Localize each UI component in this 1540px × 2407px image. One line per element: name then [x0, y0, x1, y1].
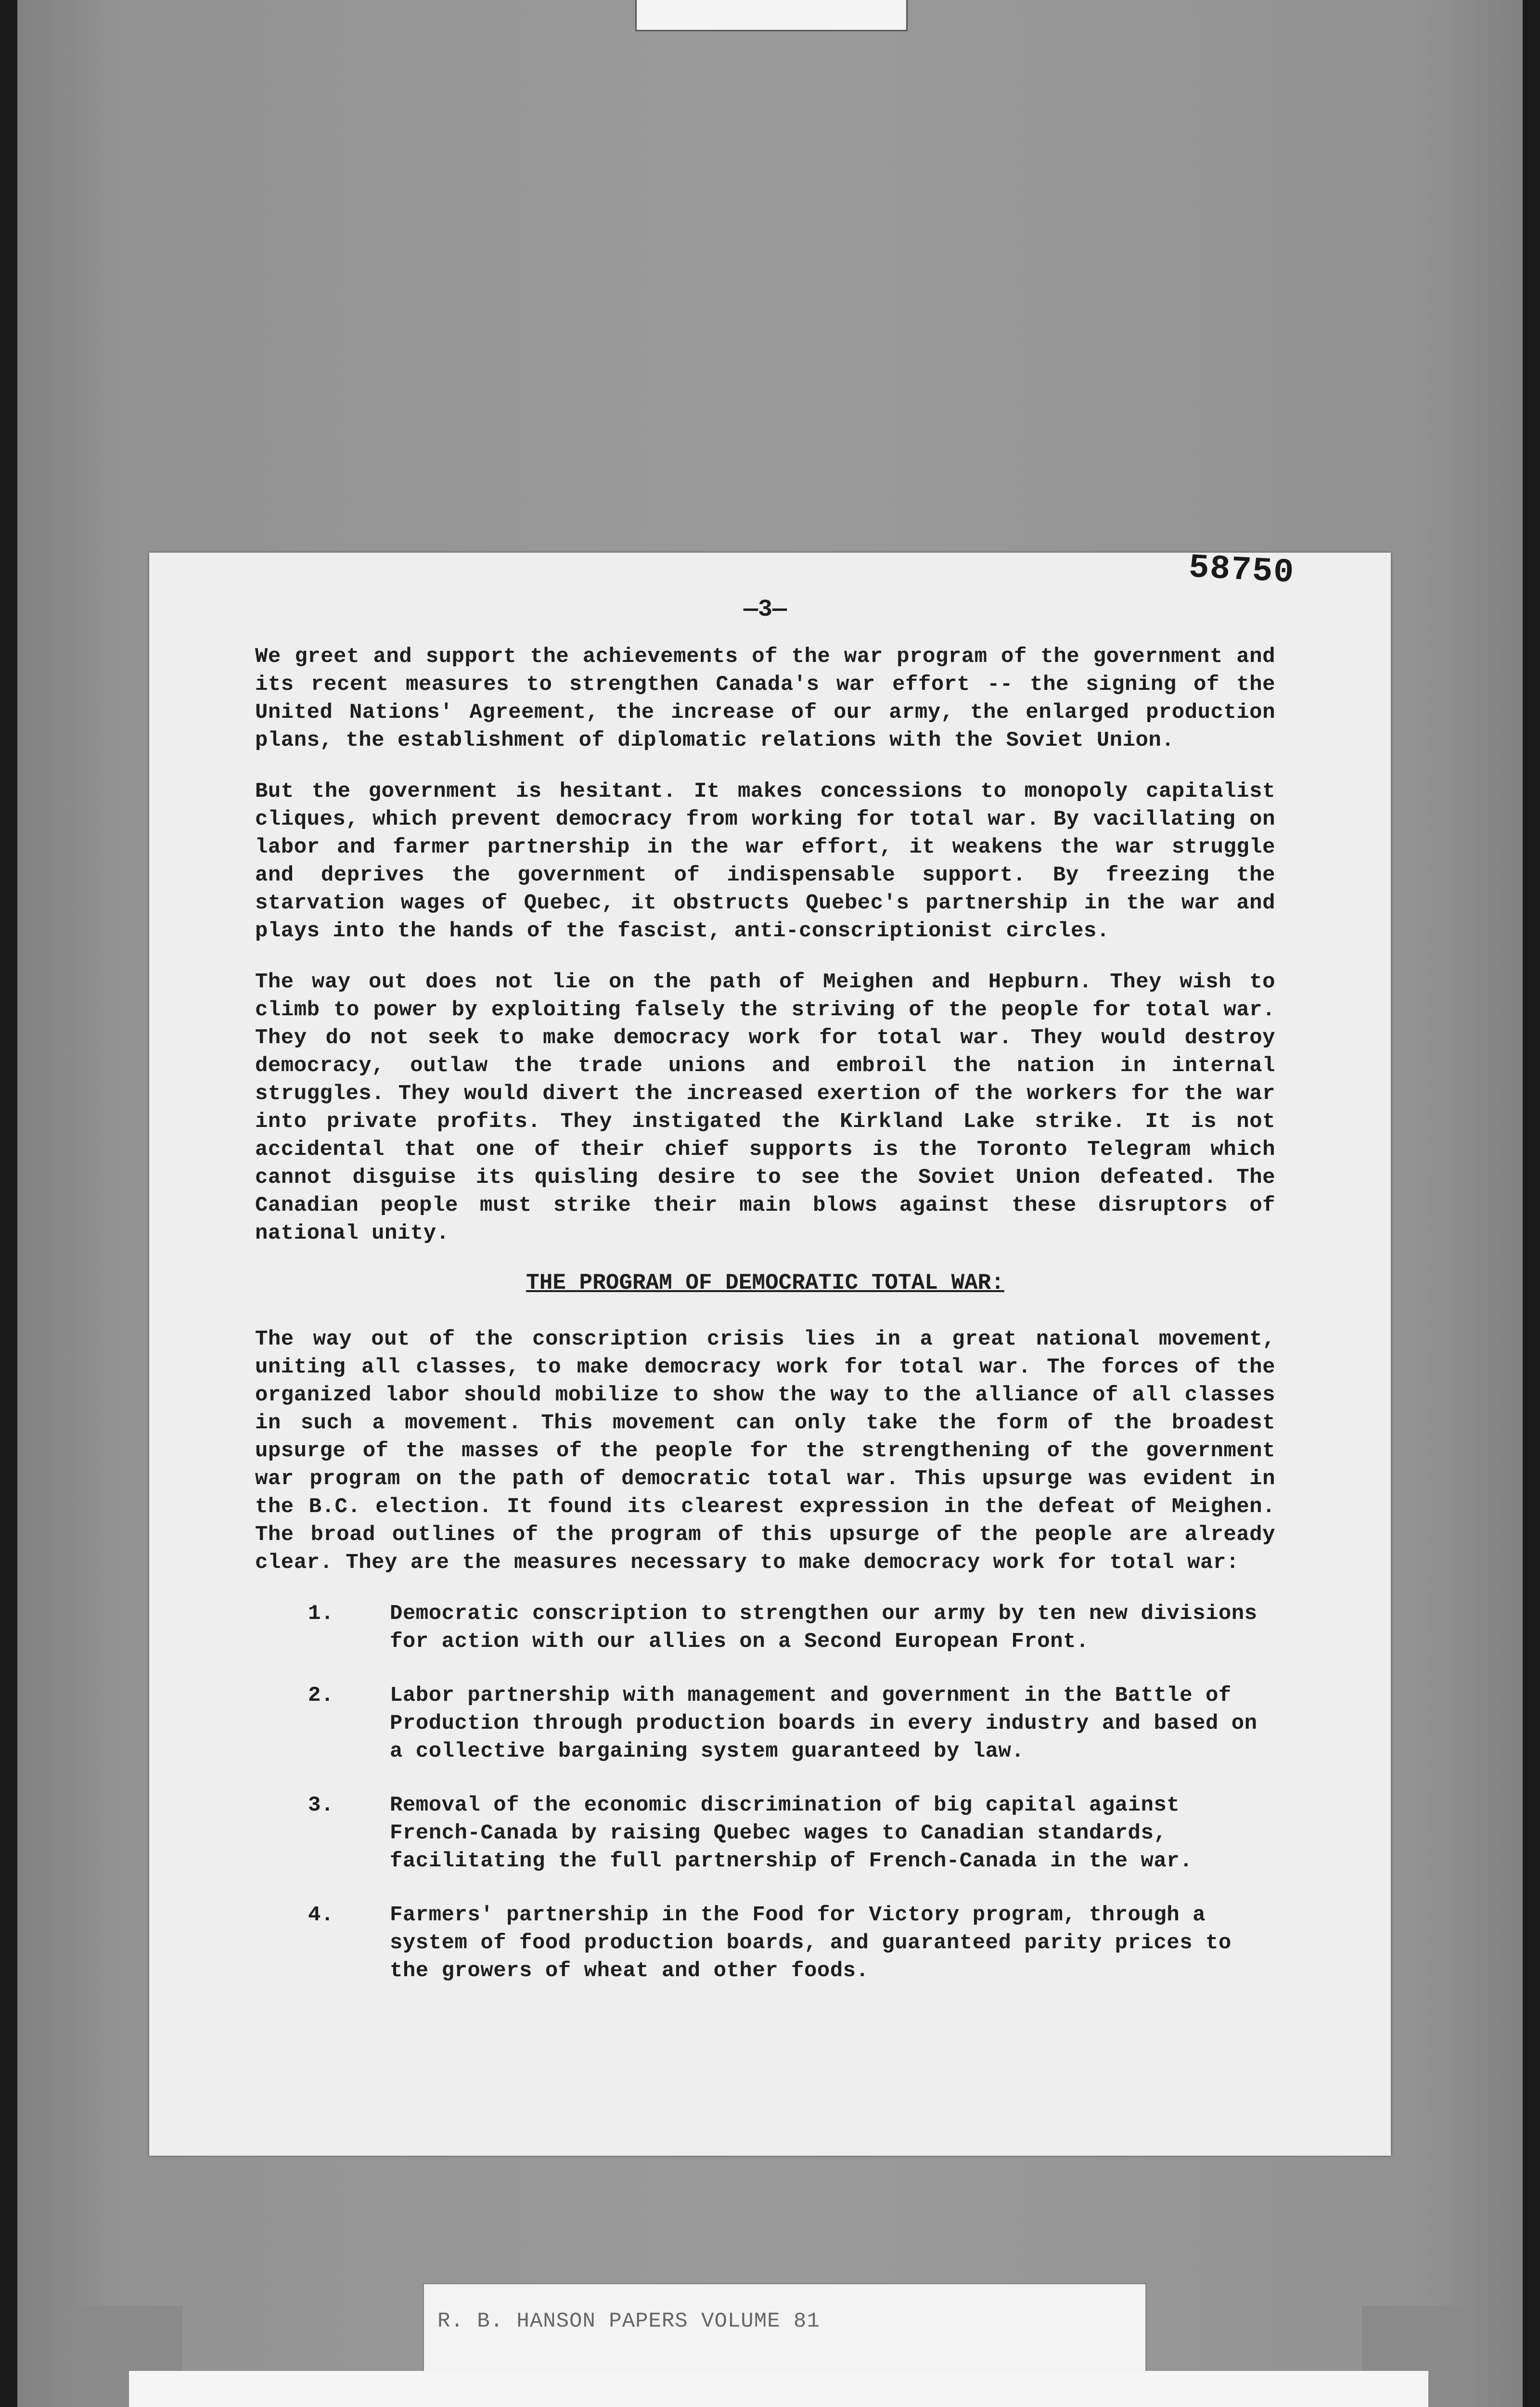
document-page [149, 549, 1391, 2156]
paragraph-way-out: The way out does not lie on the path of Meighen and Hepburn. They wish to climb to power by exploiting falsely the striving of the people for total war. They do not seek to make democracy work for total war. They would destroy democracy, outlaw the trade unions and embroil the nation in internal struggles. They would divert the increased exertion of the workers for the war into private profits. They instigated the Kirkland Lake strike. It is not accidental that one of their chief supports is the Toronto Telegram which cannot disguise its quisling desire to see the Soviet Union defeated. The Canadian people must strike their main blows against these disruptors of national unity. [255, 970, 1275, 1245]
list-item-number: 2. [308, 1683, 334, 1708]
list-item-number: 4. [308, 1903, 334, 1927]
paragraph-program-intro: The way out of the conscription crisis lies in a great national movement, uniting all classes, to make democracy work for total war. The forces of the organized labor should mobilize to show the way to the alliance of all classes in such a movement. This movement can only take the form of the broadest upsurge of the masses of the people for the strengthening of the government war program on the path of democratic total war. This upsurge was evident in the B.C. election. It found its clearest expression in the defeat of Meighen. The broad outlines of the program of this upsurge of the people are already clear. They are the measures necessary to make democracy work for total war: [255, 1327, 1275, 1575]
list-item [255, 1600, 1275, 1656]
list-item-number: 1. [308, 1602, 334, 1626]
list-item [255, 1791, 1275, 1875]
program-list [255, 1600, 1275, 1985]
section-heading: THE PROGRAM OF DEMOCRATIC TOTAL WAR: [526, 1270, 1004, 1295]
collection-label: R. B. HANSON PAPERS VOLUME 81 [423, 2283, 1147, 2379]
paragraph-support: We greet and support the achievements of the war program of the government and its recent measures to strengthen Canada's war effort -- the signing of the United Nations' Agreement, the increase of our army, the enlarged production plans, the establishment of diplomatic relations with the Soviet Union. [255, 645, 1275, 752]
list-item [255, 1682, 1275, 1765]
list-item-number: 3. [308, 1793, 334, 1817]
top-clip-tab [635, 0, 908, 31]
list-item-text: Democratic conscription to strengthen our army by ten new divisions for action with our allies on a Second European Front. [390, 1602, 1258, 1654]
list-item-text: Farmers' partnership in the Food for Victory program, through a system of food production boards, and guaranteed parity prices to the growers of wheat and other foods. [390, 1903, 1232, 1983]
paragraph-hesitant: But the government is hesitant. It makes concessions to monopoly capitalist cliques, which prevent democracy from working for total war. By vacillating on labor and farmer partnership in the war effort, it weakens the war struggle and deprives the government of indispensable support. By freezing the starvation wages of Quebec, it obstructs Quebec's partnership in the war and plays into the hands of the fascist, anti-conscriptionist circles. [255, 779, 1275, 943]
film-edge-left [0, 0, 17, 2407]
list-item [255, 1901, 1275, 1985]
archives-stamp [129, 2371, 1428, 2407]
film-edge-right [1523, 0, 1540, 2407]
page-reference-number: 58750 [1188, 549, 1296, 593]
page-number: —3— [743, 596, 787, 623]
list-item-text: Labor partnership with management and government in the Battle of Production through production boards in every industry and based on a collective bargaining system guaranteed by law. [390, 1683, 1258, 1763]
list-item-text: Removal of the economic discrimination of big capital against French-Canada by raising Quebec wages to Canadian standards, facilitating the full partnership of French-Canada in the war. [390, 1793, 1193, 1873]
